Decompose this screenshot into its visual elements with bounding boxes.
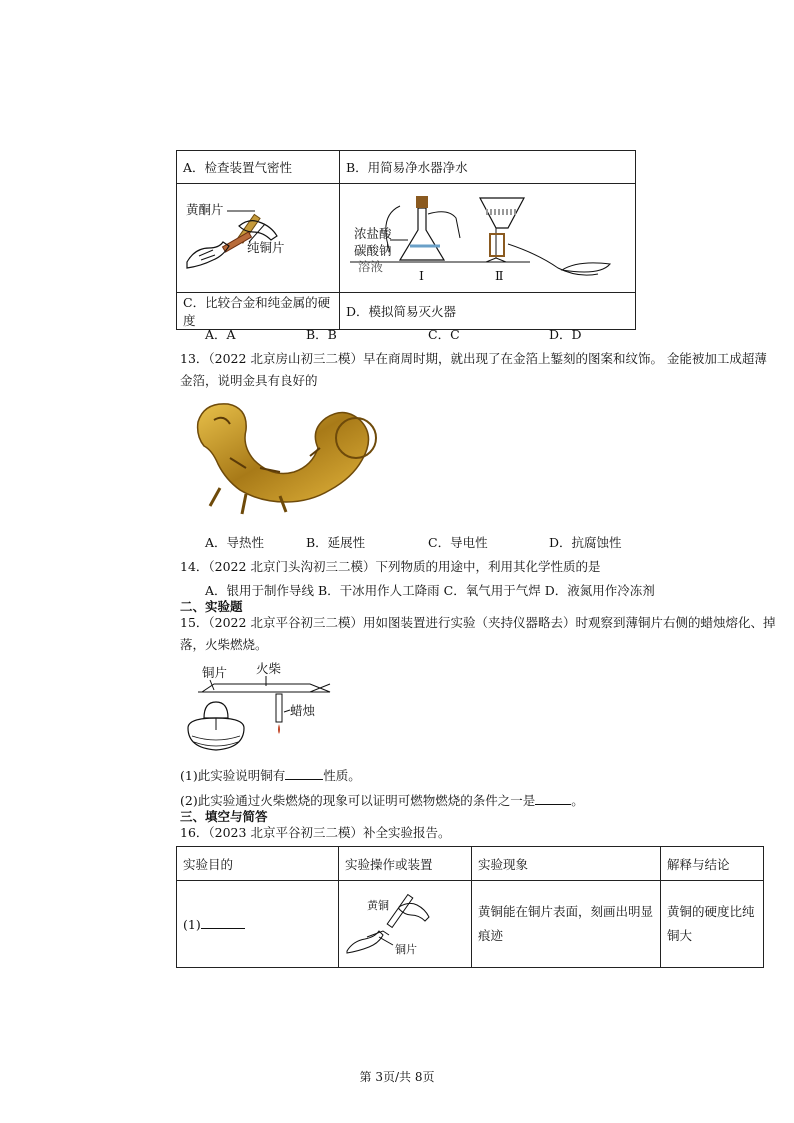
q16-cell-operation [339,881,472,968]
q16-report-table [176,846,764,968]
q15-sub1 [180,767,361,785]
q12-cell-c: C．比较合金和纯金属的硬度 [177,293,340,330]
page-footer: 第 3页/共 8页 [359,1070,435,1084]
fig-label-one: Ⅰ [419,268,424,283]
q12-option-a[interactable]: A．A [205,327,236,342]
q16-cell-conclusion: 黄铜的硬度比纯铜大 [661,881,764,968]
fig-label-na2co3: 碳酸钠 [354,243,392,258]
q12-option-d[interactable]: D．D [549,327,582,342]
fig-label-solution: 溶液 [358,259,384,274]
q13-option-a[interactable]: A．导热性 [205,535,265,550]
q16-header-operation: 实验操作或装置 [339,847,472,881]
q12-option-c[interactable]: C．C [428,327,460,342]
q13-stem-line1: 13．（2022 北京房山初三二模）早在商周时期，就出现了在金箔上錾刻的图案和纹饰。 金能被加工成超薄 [180,351,767,366]
copper-plate-apparatus-icon [180,658,340,762]
fig-label-match: 火柴 [256,661,282,676]
q15-sub1-text-after: 性质。 [323,768,361,783]
q15-stem-line1: 15．（2022 北京平谷初三二模）用如图装置进行实验（夹持仪器略去）时观察到薄铜片右侧的蜡烛熔化、掉 [180,615,776,630]
q13-stem-line2: 金箔，说明金具有良好的 [180,373,318,388]
q13-option-d[interactable]: D．抗腐蚀性 [549,535,622,550]
section-experiment-heading: 二、实验题 [180,599,243,614]
fig-label-copper-plate: 铜片 [202,665,228,680]
q16-purpose-label: (1) [183,917,201,932]
q15-sub2-blank[interactable] [535,792,571,805]
q16-purpose-blank[interactable] [201,916,245,929]
fig-label-copper-sheet-2: 铜片 [395,943,417,956]
q15-sub1-blank[interactable] [285,767,323,780]
fig-label-brass-sheet: 黄酮片 [186,202,224,217]
fig-label-candle: 蜡烛 [290,703,316,718]
q15-stem-line2: 落，火柴燃烧。 [180,637,268,652]
hands-scratching-icon-2 [339,881,471,967]
q16-header-phenomenon: 实验现象 [472,847,661,881]
fig-label-hcl: 浓盐酸 [354,226,392,241]
gold-foil-image [190,398,390,522]
q15-sub1-text-before: (1)此实验说明铜有 [180,768,286,783]
q12-option-b[interactable]: B．B [306,327,337,342]
q16-header-conclusion: 解释与结论 [661,847,764,881]
q12-cell-b: B．用简易净水器净水 [340,151,636,184]
q13-option-c[interactable]: C．导电性 [428,535,488,550]
q15-sub2-text-after: 。 [571,793,584,808]
q15-figure [180,658,340,762]
q16-header-purpose: 实验目的 [177,847,339,881]
hands-scratching-icon [177,184,339,292]
q15-sub2-text-before: (2)此实验通过火柴燃烧的现象可以证明可燃物燃烧的条件之一是 [180,793,536,808]
section-fill-answer-heading: 三、填空与简答 [180,809,268,824]
fig-label-two: Ⅱ [495,268,504,283]
q12-cell-d: D．模拟简易灭火器 [340,293,636,330]
q14-stem: 14．（2022 北京门头沟初三二模）下列物质的用途中，利用其化学性质的是 [180,559,601,574]
fig-label-brass: 黄铜 [367,899,389,912]
q12-figure-water-purifier [340,184,636,293]
q16-stem: 16．（2023 北京平谷初三二模）补全实验报告。 [180,825,451,840]
q12-cell-a: A．检查装置气密性 [177,151,340,184]
q13-option-b[interactable]: B．延展性 [306,535,366,550]
q14-options[interactable]: A．银用于制作导线 B．干冰用作人工降雨 C．氧气用于气焊 D．液氮用作冷冻剂 [205,583,655,598]
q12-options-table [176,150,636,330]
q16-cell-purpose [177,881,339,968]
fig-label-copper-sheet: 纯铜片 [247,240,285,255]
q12-figure-hardness [177,184,340,293]
q16-cell-phenomenon: 黄铜能在铜片表面，刻画出明显痕迹 [472,881,661,968]
flask-apparatus-icon [340,184,635,292]
